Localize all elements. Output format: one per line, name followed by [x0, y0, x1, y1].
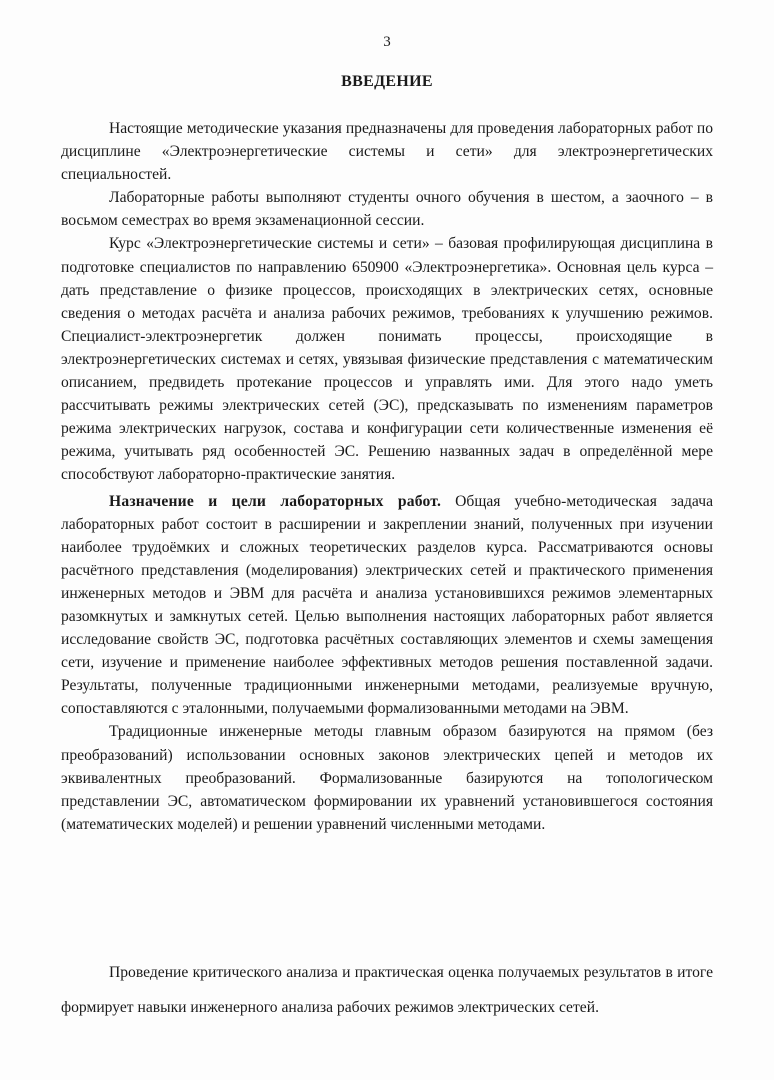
- paragraph-course-goals: Курс «Электроэнергетические системы и сети» – базовая профилирующая дисциплина в подготовке специалистов по направлению 650900 «Электроэнергетика». Основная цель курса – дать представление о физике процессов, происходящих в электрических сетях, основные сведения о методах расчёта и анализа рабочих режимов, требованиях к улучшению режимов. Специалист-электроэнергетик должен понимать процессы, происходящие в электроэнергетических системах и сетях, увязывая физические представления с математическим описанием, предвидеть протекание процессов и управлять ими. Для этого надо уметь рассчитывать режимы электрических сетей (ЭС), предсказывать по изменениям параметров режима электрических нагрузок, состава и конфигурации сети количественные изменения её режима, учитывать ряд особенностей ЭС. Решению названных задач в определённой мере способствуют лабораторно-практические занятия.: [61, 235, 713, 484]
- paragraph-conclusion: Проведение критического анализа и практическая оценка получаемых результатов в итоге формирует навыки инженерного анализа рабочих режимов электрических сетей.: [61, 964, 713, 1016]
- section-heading: ВВЕДЕНИЕ: [341, 73, 433, 90]
- paragraph-purpose: Настоящие методические указания предназначены для проведения лабораторных работ по дисциплине «Электроэнергетические системы и сети» для электроэнергетических специальностей.: [61, 120, 713, 184]
- paragraph-lab-objectives: [61, 490, 713, 721]
- page-number: 3: [383, 34, 391, 50]
- paragraph-schedule: Лабораторные работы выполняют студенты очного обучения в шестом, а заочного – в восьмом семестрах во время экзаменационной сессии.: [61, 189, 713, 230]
- paragraph-methods: Традиционные инженерные методы главным образом базируются на прямом (без преобразований) использовании основных законов электрических цепей и методов их эквивалентных преобразований. Формализованные базируются на топологическом представлении ЭС, автоматическом формировании их уравнений установившегося состояния (математических моделей) и решении уравнений численными методами.: [61, 723, 713, 833]
- paragraph-lead-in: Назначение и цели лабораторных работ.: [109, 492, 442, 510]
- paragraph-lab-objectives-text: Общая учебно-методическая задача лабораторных работ состоит в расширении и закреплении знаний, полученных при изучении наиболее трудоёмких и сложных теоретических разделов курса. Рассматриваются основы расчётного представления (моделирования) электрических сетей и практического применения инженерных методов и ЭВМ для расчёта и анализа установившихся режимов элементарных разомкнутых и замкнутых сетей. Целью выполнения настоящих лабораторных работ является исследование свойств ЭС, подготовка расчётных составляющих элементов и схемы замещения сети, изучение и применение наиболее эффективных методов решения поставленной задачи. Результаты, полученные традиционными инженерными методами, реализуемые вручную, сопоставляются с эталонными, получаемыми формализованными методами на ЭВМ.: [61, 492, 713, 718]
- body-text: [61, 117, 713, 836]
